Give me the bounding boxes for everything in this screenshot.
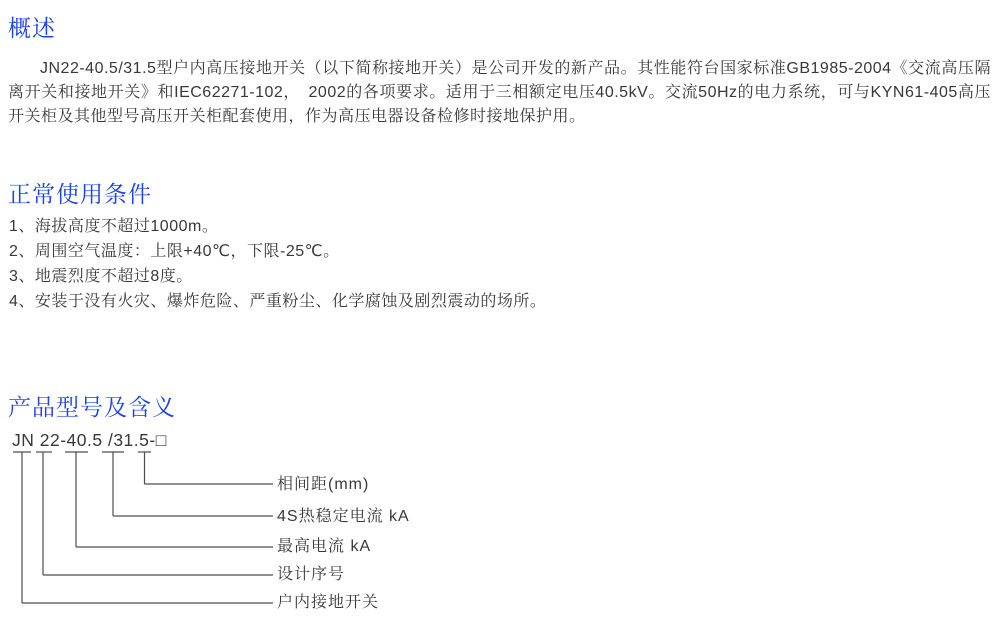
usage-condition-item: 4、安装于没有火灾、爆炸危险、严重粉尘、化学腐蚀及剧烈震动的场所。	[9, 293, 547, 310]
model-connector-lines	[0, 450, 300, 615]
usage-condition-item: 1、海拔高度不超过1000m。	[9, 218, 219, 235]
model-part-label-phase-distance: 相间距(mm)	[277, 476, 370, 493]
usage-condition-item: 2、周围空气温度：上限+40℃，下限-25℃。	[9, 243, 340, 260]
usage-conditions-list	[9, 214, 546, 314]
model-part-label-max-current: 最高电流 kA	[277, 538, 372, 555]
model-part-label-thermal-current: 4S热稳定电流 kA	[277, 508, 410, 525]
model-designation-heading: 产品型号及含义	[8, 394, 176, 420]
model-part-label-indoor-switch: 户内接地开关	[277, 594, 380, 611]
model-part-label-design-serial: 设计序号	[277, 566, 346, 583]
usage-condition-item: 3、地震烈度不超过8度。	[9, 268, 193, 285]
usage-conditions-heading: 正常使用条件	[8, 181, 152, 207]
overview-heading: 概述	[8, 15, 56, 41]
overview-paragraph: JN22-40.5/31.5型户内高压接地开关（以下简称接地开关）是公司开发的新产品。其性能符台国家标准GB1985-2004《交流高压隔离开关和接地开关》和IEC62271-102， 2002的各项要求。适用于三相额定电压40.5kV。交流50Hz的电力系统，可与KYN61-405高压开关柜及其他型号高压开关柜配套使用，作为高压电器设备检修时接地保护用。	[8, 60, 991, 125]
model-code-text: JN 22-40.5 /31.5-□	[12, 430, 167, 450]
